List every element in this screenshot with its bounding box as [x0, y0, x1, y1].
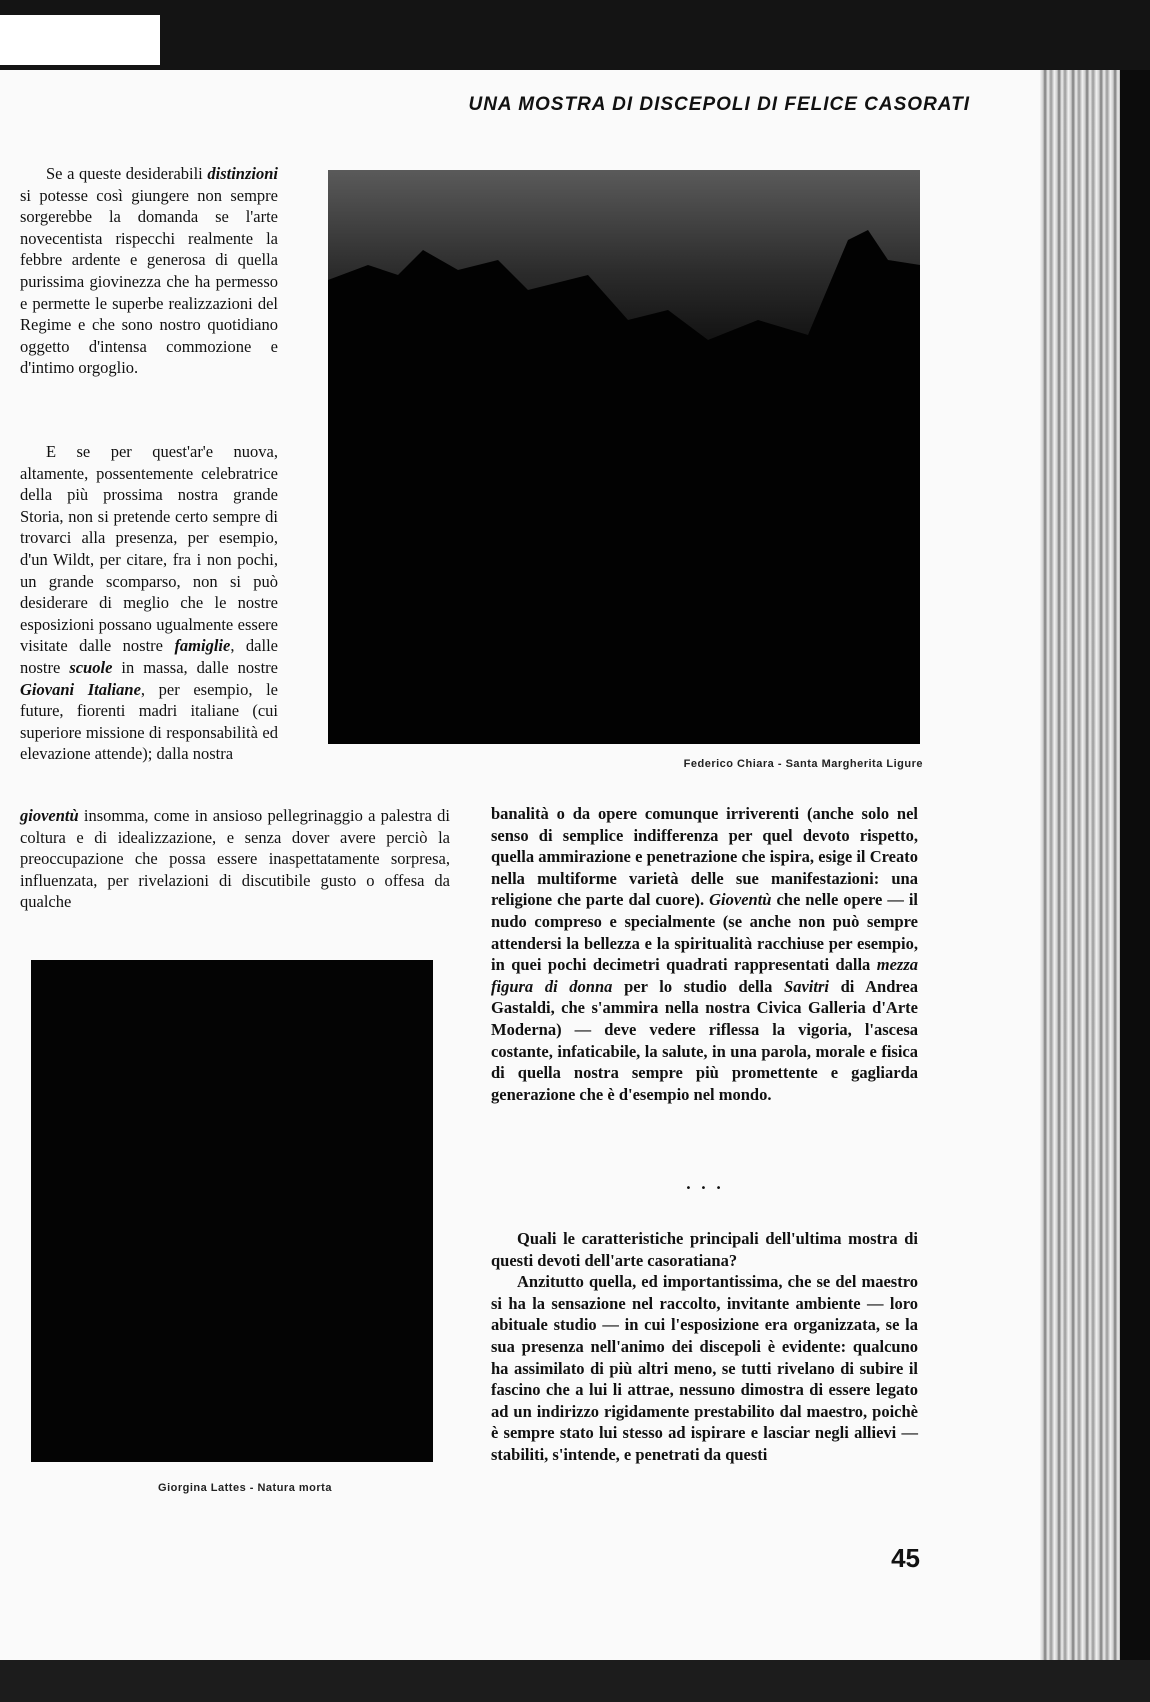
text-column-left	[20, 163, 278, 379]
emphasis: Savitri	[784, 976, 829, 996]
binding-shadow	[1120, 70, 1150, 1680]
text-column-right-2	[491, 1228, 918, 1466]
text-span: Se a queste desiderabili	[46, 164, 208, 183]
emphasis: distinzioni	[207, 164, 278, 183]
text-span: insomma, come in ansioso pellegrinaggio a palestra di coltura e di idealizzazione, e senza dover avere perciò la preoccupazione che possa essere inaspettatamente sorpresa, influenzata, per rivelazioni di discutibile gusto o offesa da qualche	[20, 806, 450, 912]
emphasis: famiglie	[174, 636, 231, 656]
paragraph-5: Anzitutto quella, ed importantissima, che se del maestro si ha la sensazione nel raccolto, invitante ambiente — loro abituale studio — in cui l'esposizione era organizzata, se la sua presenza nell'animo dei discepoli è evidente: qualcuno ha assimilato di più altri meno, se tutti rivelano di subire il fascino che a lui li attrae, nessuno dimostra di essere legato ad un indirizzo rigidamente prestabilito dal maestro, poichè è sempre stato lui stesso ad ispirare e lasciar negli allievi — stabiliti, s'intende, e penetrati da questi	[491, 1272, 918, 1464]
scan-corner-tab	[0, 15, 160, 65]
emphasis: scuole	[69, 657, 113, 677]
text-span: E se per quest'ar'e nuova, altamente, possentemente celebratrice della più prossima nostra grande Storia, non si pretende certo sempre di trovarci alla presenza, per esempio, d'un Wildt, per citare, fra i non pochi, un grande scomparso, non si può desiderare di meglio che le nostre esposizioni possano ugualmente essere visitate dalle nostre	[20, 442, 278, 656]
paragraph-1	[20, 163, 278, 379]
text-span: in massa, dalle nostre	[112, 657, 279, 677]
paragraph-2-narrow	[20, 441, 278, 765]
paragraph-2-wide	[20, 805, 450, 913]
paragraph-4: Quali le caratteristiche principali dell'ultima mostra di questi devoti dell'arte casoratiana?	[491, 1229, 918, 1270]
text-column-right	[491, 803, 918, 1105]
text-column-left-cont	[20, 441, 278, 765]
text-span: di Andrea Gastaldi, che s'ammira nella nostra Civica Galleria d'Arte Moderna) — deve vedere riflessa la vigoria, l'ascesa costante, infaticabile, la salute, in una parola, morale e fisica di quella nostra sempre più promettente e gagliarda generazione che è d'esempio nel mondo.	[491, 976, 918, 1104]
photo-landscape-silhouette	[328, 170, 920, 744]
caption-top: Federico Chiara - Santa Margherita Ligure	[683, 758, 923, 770]
photo-natura-morta	[31, 960, 433, 1462]
text-span: , dalle nostre	[20, 636, 278, 677]
text-span: che nelle opere — il nudo compreso e specialmente (se anche non può sempre attendersi la bellezza e la spiritualità racchiuse per esempio, in quei pochi decimetri quadrati rappresentati dalla	[491, 890, 918, 975]
photo-santa-margherita	[328, 170, 920, 744]
text-column-left-wide	[20, 805, 450, 913]
text-span: per lo studio della	[612, 976, 785, 996]
scan-bottom-edge	[0, 1660, 1150, 1702]
caption-bottom: Giorgina Lattes - Natura morta	[158, 1482, 332, 1494]
emphasis: mezza figura di donna	[491, 955, 918, 996]
paragraph-3	[491, 803, 918, 1105]
emphasis: Giovani Italiane	[20, 679, 141, 699]
running-head: UNA MOSTRA DI DISCEPOLI DI FELICE CASORATI	[468, 94, 970, 115]
text-span: banalità o da opere comunque irriverenti (anche solo nel senso di semplice indifferenza per quel devoto rispetto, quella ammirazione e penetrazione che ispira, esige il Creato nella multiforme varietà delle sue manifestazioni: una religione che parte dal cuore).	[491, 804, 918, 910]
text-span: , per esempio, le future, fiorenti madri italiane (cui superiore missione di responsabilità ed elevazione attende); dalla nostra	[20, 679, 278, 764]
section-separator: • • •	[685, 1183, 725, 1194]
emphasis: Gioventù	[709, 890, 772, 910]
emphasis: gioventù	[20, 806, 79, 825]
page-number: 45	[891, 1543, 920, 1573]
text-span: si potesse così giungere non sempre sorgerebbe la domanda se l'arte novecentista rispecchi realmente la febbre ardente e generosa di quella purissima giovinezza che ha permesso e permette le superbe realizzazioni del Regime e che sono nostro quotidiano oggetto d'intensa commozione e d'intimo orgoglio.	[20, 185, 278, 378]
